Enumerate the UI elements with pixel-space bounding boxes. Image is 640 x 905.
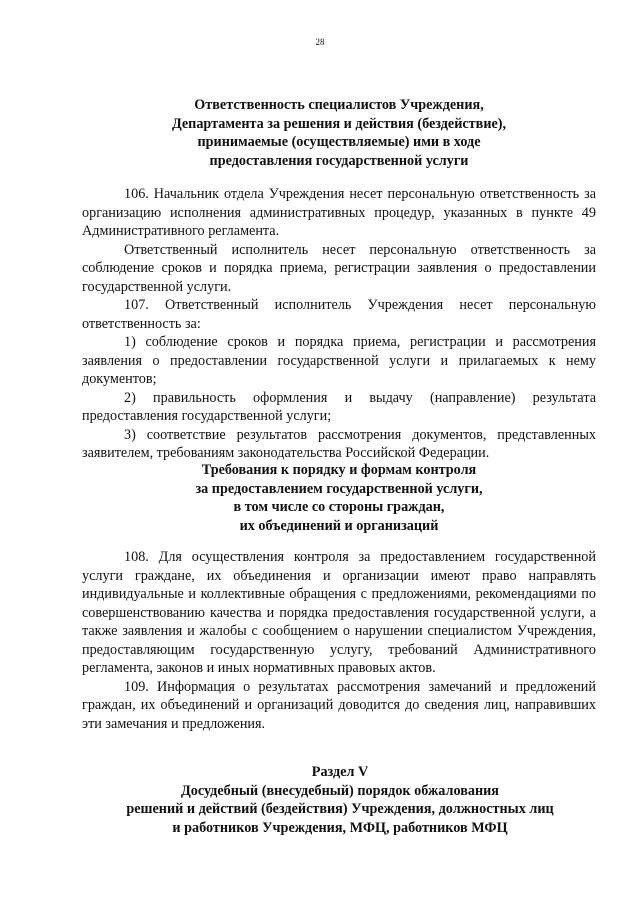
page-number: 28 [315, 37, 325, 47]
section-body-responsibility [82, 185, 596, 463]
paragraph-107: 107. Ответственный исполнитель Учреждения несет персональную ответственность за: [82, 297, 596, 332]
paragraph-executor-responsibility: Ответственный исполнитель несет персональную ответственность за соблюдение сроков и порядка приема, регистрации заявления о предоставлении государственной услуги. [82, 241, 596, 295]
heading-line: Департамента за решения и действия (бездействие), [171, 115, 507, 132]
heading-line: их объединений и организаций [239, 517, 439, 534]
paragraph-107-item-3: 3) соответствие результатов рассмотрения документов, представленных заявителем, требованиям законодательства Российской Федерации. [82, 426, 596, 461]
heading-line: принимаемые (осуществляемые) ими в ходе [197, 134, 481, 150]
heading-line: и работников Учреждения, МФЦ, работников МФЦ [172, 819, 508, 836]
heading-line: Ответственность специалистов Учреждения, [194, 97, 484, 113]
heading-line: Раздел V [311, 764, 369, 780]
paragraph-109: 109. Информация о результатах рассмотрения замечаний и предложений граждан, их объединений и организаций доводится до сведения лиц, направивших эти замечания и предложения. [82, 678, 596, 732]
paragraph-108: 108. Для осуществления контроля за предоставлением государственной услуги граждане, их объединения и организации имеют право направлять индивидуальные и коллективные обращения с предложениями, рекомендациями по совершенствованию качества и порядка предоставления государственной услуги, а также заявления и жалобы с сообщением о нарушении специалистом Учреждения, предоставляющим государственную услугу, требований Административного регламента, законов и иных нормативных правовых актов. [82, 549, 596, 676]
heading-line: решений и действий (бездействия) Учреждения, должностных лиц [126, 801, 554, 817]
heading-line: Требования к порядку и формам контроля [201, 462, 477, 478]
section-body-control [82, 548, 596, 733]
heading-line: предоставления государственной услуги [209, 152, 469, 169]
section-heading-responsibility [82, 96, 596, 170]
section-heading-control [82, 461, 596, 535]
heading-line: в том числе со стороны граждан, [233, 499, 445, 515]
section-heading-part-v [70, 763, 610, 837]
heading-line: за предоставлением государственной услуги, [195, 480, 483, 497]
heading-line: Досудебный (внесудебный) порядок обжалования [181, 782, 499, 799]
paragraph-106: 106. Начальник отдела Учреждения несет персональную ответственность за организацию исполнения административных процедур, указанных в пункте 49 Административного регламента. [82, 186, 596, 239]
paragraph-107-item-1: 1) соблюдение сроков и порядка приема, регистрации и рассмотрения заявления о предоставлении государственной услуги и прилагаемых к нему документов; [82, 334, 596, 387]
paragraph-107-item-2: 2) правильность оформления и выдачу (направление) результата предоставления государственной услуги; [82, 389, 596, 424]
